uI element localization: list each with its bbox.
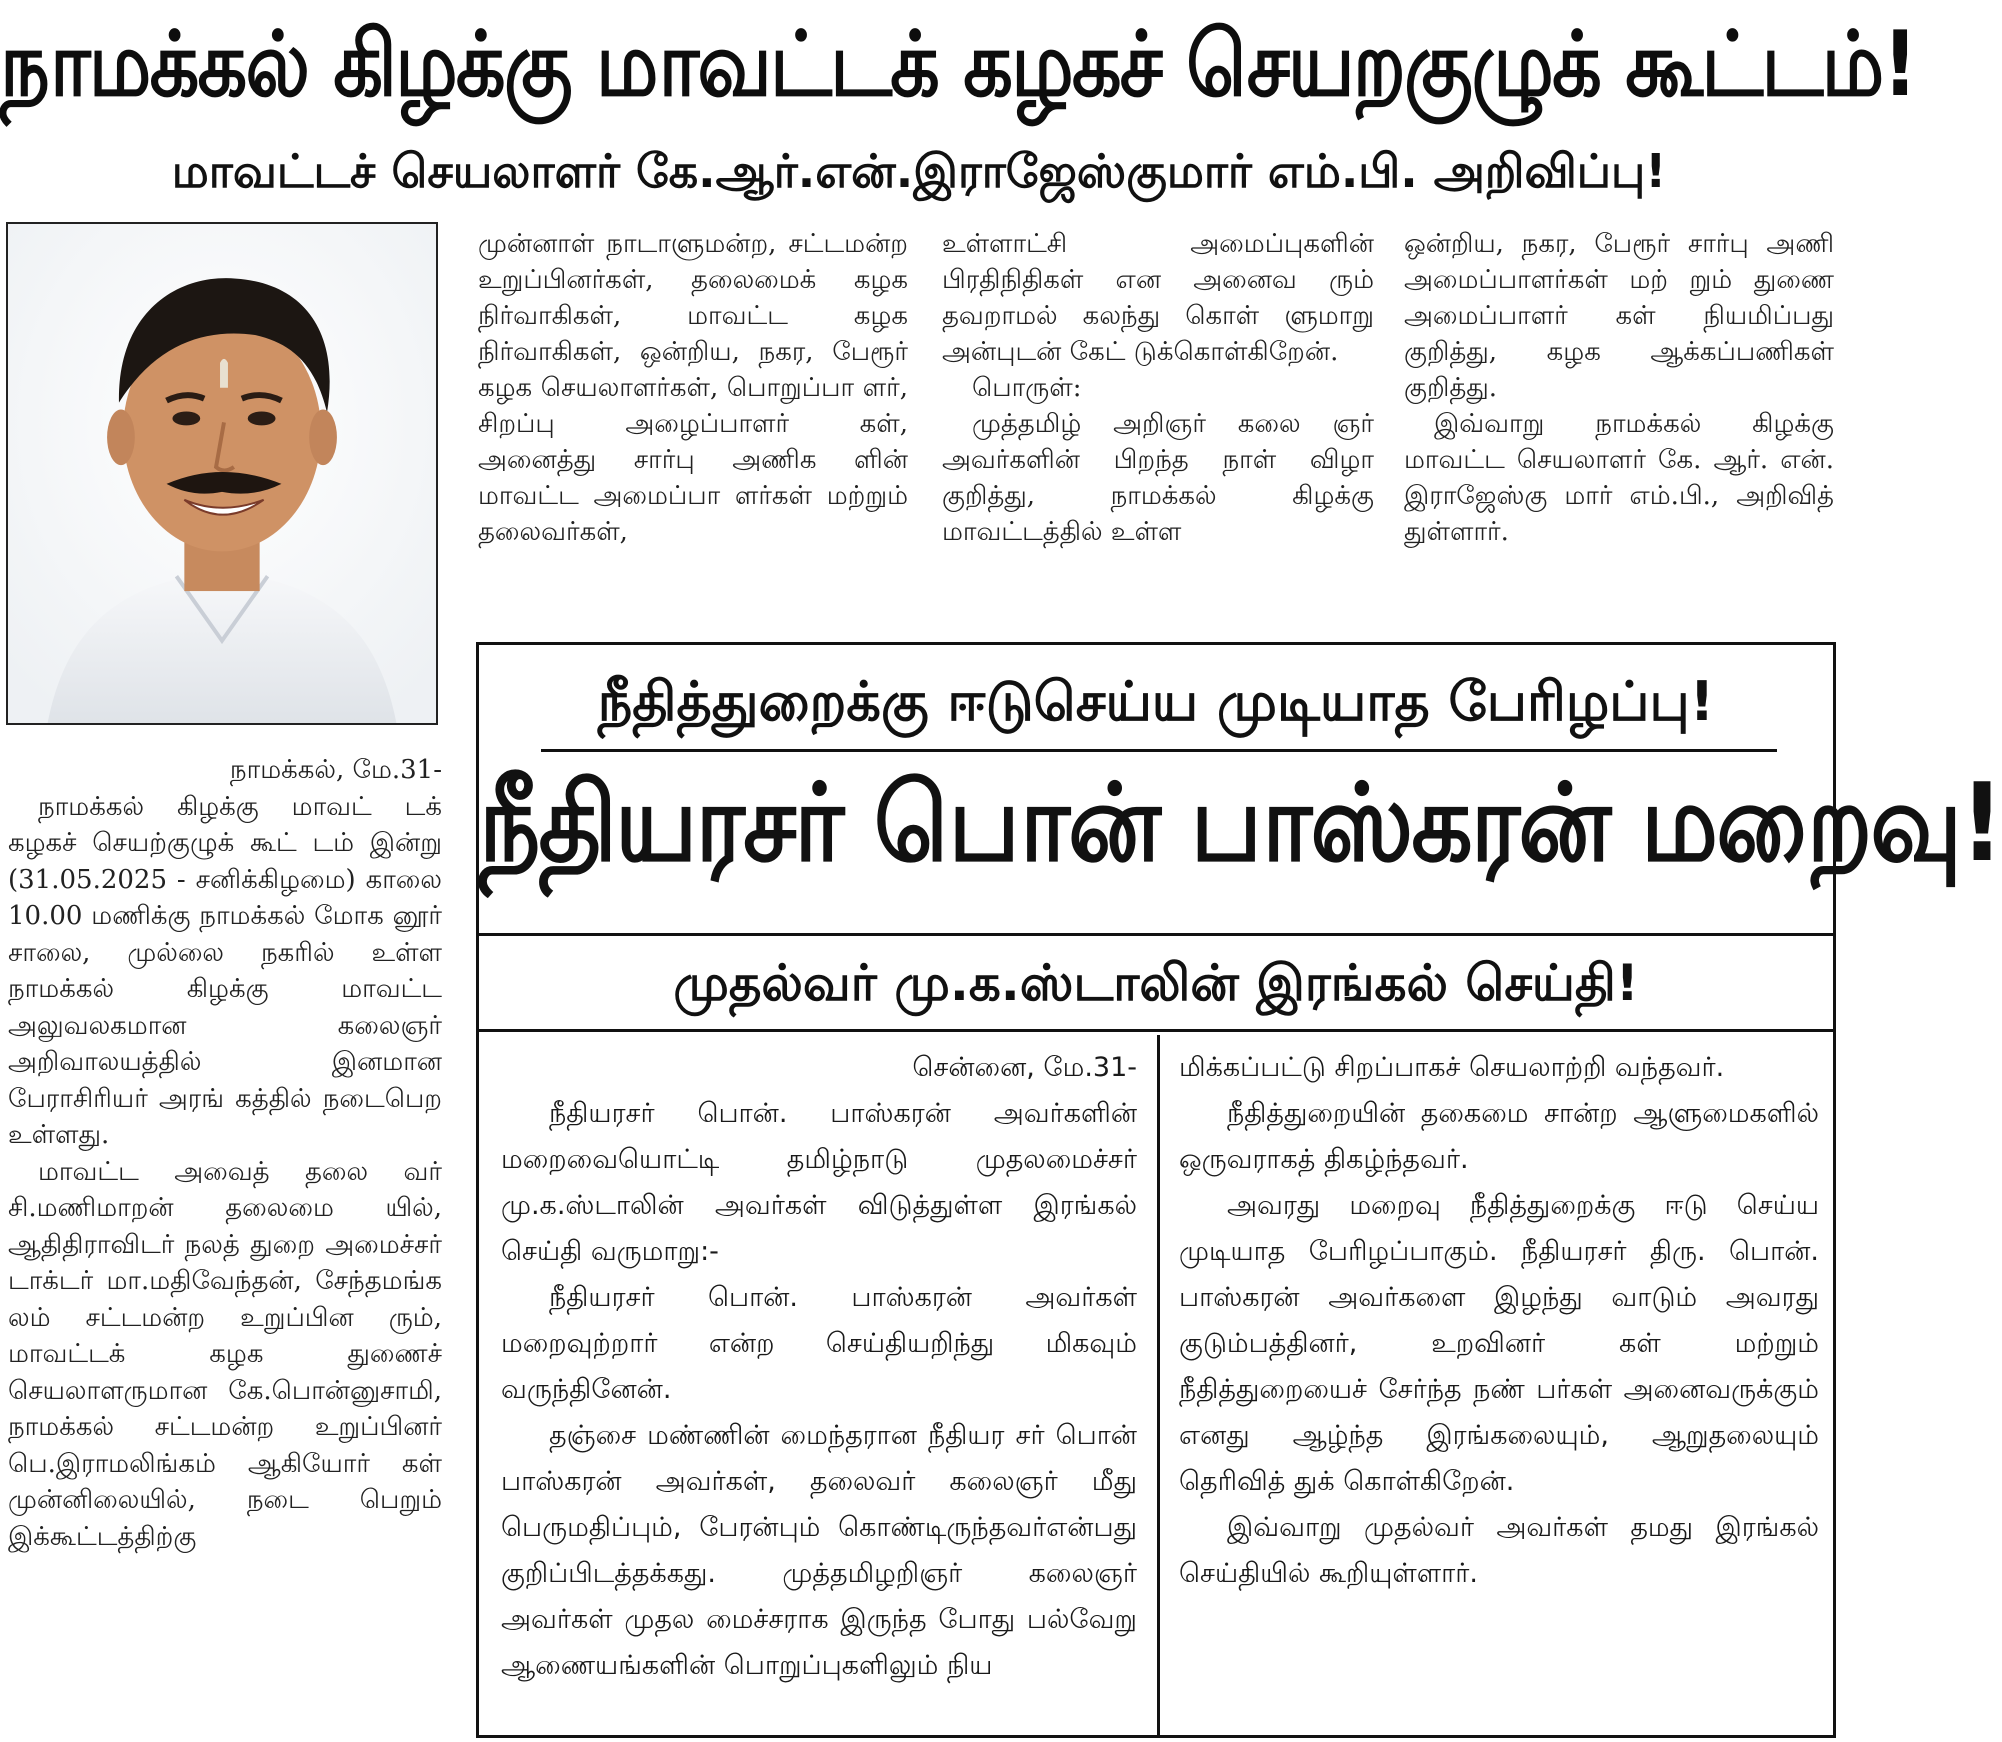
top-article-col3 [1404, 226, 1834, 550]
box-kicker: நீதித்துறைக்கு ஈடுசெய்ய முடியாத பேரிழப்பு! [597, 670, 1715, 733]
top-col2-p2: பொருள்: [972, 373, 1082, 403]
box-subtitle: முதல்வர் மு.க.ஸ்டாலின் இரங்கல் செய்தி! [673, 954, 1639, 1012]
box-col2-p4: இவ்வாறு முதல்வர் அவர்கள் தமது இரங்கல் செய்தியில் கூறியுள்ளார். [1179, 1512, 1819, 1589]
top-article-col1 [478, 226, 908, 550]
portrait-photo [6, 222, 438, 725]
top-article-left-col [8, 752, 442, 1555]
box-col1 [501, 1045, 1137, 1689]
box-col2-p2: நீதித்துறையின் தகைமை சான்ற ஆளுமைகளில் ஒருவராகத் திகழ்ந்தவர். [1179, 1098, 1819, 1175]
left-p1: நாமக்கல் கிழக்கு மாவட் டக் கழகச் செயற்குழுக் கூட் டம் இன்று (31.05.2025 - சனிக்கிழமை) காலை 10.00 மணிக்கு நாமக்கல் மோக னூர் சாலை, முல்லை நகரில் உள்ள நாமக்கல் கிழக்கு மாவட்ட அலுவலகமான கலைஞர் அறிவாலயத்தில் இனமான பேராசிரியர் அரங் கத்தில் நடைபெற உள்ளது. [8, 791, 442, 1150]
box-col1-p3: தஞ்சை மண்ணின் மைந்தரான நீதியர சர் பொன் பாஸ்கரன் அவர்கள், தலைவர் கலைஞர் மீது பெருமதிப்பும், பேரன்பும் கொண்டிருந்தவர்என்பது குறிப்பிடத்தக்கது. முத்தமிழறிஞர் கலைஞர் அவர்கள் முதல மைச்சராக இருந்த போது பல்வேறு ஆணையங்களின் பொறுப்புகளிலும் நிய [501, 1420, 1137, 1681]
box-column-divider [1157, 1035, 1160, 1735]
box-col2 [1179, 1045, 1819, 1597]
headline: நாமக்கல் கிழக்கு மாவட்டக் கழகச் செயறகுழுக் கூட்டம்! [0, 13, 1916, 117]
box-dateline: சென்னை, மே.31- [912, 1052, 1137, 1083]
top-article-col2 [942, 226, 1374, 550]
box-col2-p1: மிக்கப்பட்டு சிறப்பாகச் செயலாற்றி வந்தவர். [1179, 1052, 1725, 1083]
box-col1-p1: நீதியரசர் பொன். பாஸ்கரன் அவர்களின் மறைவையொட்டி தமிழ்நாடு முதலமைச்சர் மு.க.ஸ்டாலின் அவர்கள் விடுத்துள்ள இரங்கல் செய்தி வருமாறு:- [501, 1098, 1137, 1267]
left-p2: மாவட்ட அவைத் தலை வர் சி.மணிமாறன் தலைமை யில், ஆதிதிராவிடர் நலத் துறை அமைச்சர் டாக்டர் மா.மதிவேந்தன், சேந்தமங்க லம் சட்டமன்ற உறுப்பின ரும், மாவட்டக் கழக துணைச் செயலாளருமான கே.பொன்னுசாமி, நாமக்கல் சட்டமன்ற உறுப்பினர் பெ.இராமலிங்கம் ஆகியோர் கள் முன்னிலையில், நடை பெறும் இக்கூட்டத்திற்கு [8, 1156, 442, 1552]
top-col2-p1: உள்ளாட்சி அமைப்புகளின் பிரதிநிதிகள் என அனைவ ரும் தவறாமல் கலந்து கொள் ளுமாறு அன்புடன் கேட் டுக்கொள்கிறேன். [942, 229, 1374, 367]
box-col1-p2: நீதியரசர் பொன். பாஸ்கரன் அவர்கள் மறைவுற்றார் என்ற செய்தியறிந்து மிகவும் வருந்தினேன். [501, 1282, 1137, 1405]
box-divider-top [479, 933, 1833, 936]
top-col3-p2: இவ்வாறு நாமக்கல் கிழக்கு மாவட்ட செயலாளர் கே. ஆர். என். இராஜேஸ்கு மார் எம்.பி., அறிவித் துள்ளார். [1404, 409, 1834, 547]
top-col2-p3: முத்தமிழ் அறிஞர் கலை ஞர் அவர்களின் பிறந்த நாள் விழா குறித்து, நாமக்கல் கிழக்கு மாவட்டத்தில் உள்ள [942, 409, 1374, 547]
top-col1-text: முன்னாள் நாடாளுமன்ற, சட்டமன்ற உறுப்பினர்கள், தலைமைக் கழக நிர்வாகிகள், மாவட்ட கழக நிர்வாகிகள், ஒன்றிய, நகர, பேரூர் கழக செயலாளர்கள், பொறுப்பா ளர், சிறப்பு அழைப்பாளர் கள், அனைத்து சார்பு அணிக ளின் மாவட்ட அமைப்பா ளர்கள் மற்றும் தலைவர்கள், [478, 229, 908, 547]
box-col2-p3: அவரது மறைவு நீதித்துறைக்கு ஈடு செய்ய முடியாத பேரிழப்பாகும். நீதியரசர் திரு. பொன். பாஸ்கரன் அவர்களை இழந்து வாடும் அவரது குடும்பத்தினர், உறவினர் கள் மற்றும் நீதித்துறையைச் சேர்ந்த நண் பர்கள் அனைவருக்கும் எனது ஆழ்ந்த இரங்கலையும், ஆறுதலையும் தெரிவித் துக் கொள்கிறேன். [1179, 1190, 1819, 1497]
portrait-illustration [8, 224, 436, 723]
box-title: நீதியரசர் பொன் பாஸ்கரன் மறைவு! [479, 760, 2002, 886]
subheadline: மாவட்டச் செயலாளர் கே.ஆர்.என்.இராஜேஸ்குமார் எம்.பி. அறிவிப்பு! [171, 144, 1667, 198]
condolence-box [476, 642, 2002, 1738]
top-col3-p1: ஒன்றிய, நகர, பேரூர் சார்பு அணி அமைப்பாளர்கள் மற் றும் துணை அமைப்பாளர் கள் நியமிப்பது குறித்து, கழக ஆக்கப்பணிகள் குறித்து. [1404, 229, 1834, 403]
left-dateline: நாமக்கல், மே.31- [229, 755, 442, 785]
box-divider-bottom [479, 1029, 1833, 1032]
